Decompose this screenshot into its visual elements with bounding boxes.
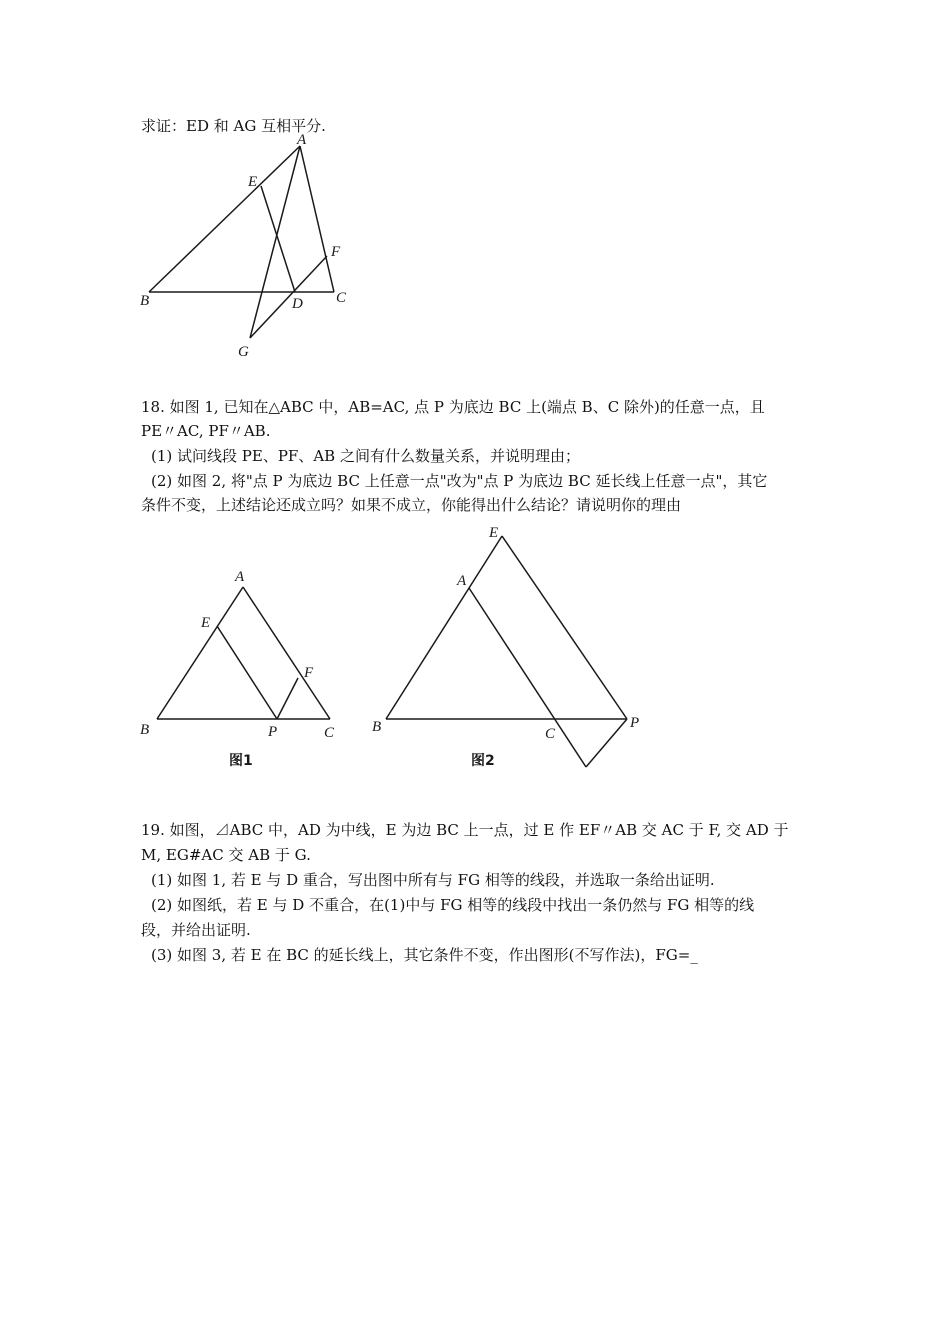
fig1-label-A: A: [235, 569, 245, 585]
fig1-caption: 图1: [229, 753, 253, 769]
q18-line2: PE〃AC, PF〃AB.: [141, 422, 271, 440]
fig2-label-C: C: [545, 726, 556, 742]
label-C: C: [336, 290, 347, 306]
fig2-label-E: E: [489, 525, 499, 541]
label-A: A: [297, 132, 307, 148]
q19-sub3: (3) 如图 3, 若 E 在 BC 的延长线上，其它条件不变，作出图形(不写作法)，FG=_: [151, 946, 698, 964]
fig1-label-E: E: [201, 615, 211, 631]
q18-sub1: (1) 试问线段 PE、PF、AB 之间有什么数量关系，并说明理由；: [151, 447, 580, 465]
q18-sub2a: (2) 如图 2, 将"点 P 为底边 BC 上任意一点"改为"点 P 为底边 BC 延长线上任意一点"，其它: [151, 472, 768, 490]
fig2-caption: 图2: [471, 753, 495, 769]
q18-sub2b: 条件不变，上述结论还成立吗？如果不成立，你能得出什么结论？请说明你的理由: [141, 496, 682, 514]
q19-sub2b: 段，并给出证明.: [141, 921, 251, 939]
label-G: G: [238, 344, 249, 360]
q19-sub1: (1) 如图 1, 若 E 与 D 重合，写出图中所有与 FG 相等的线段，并选取一条给出证明.: [151, 871, 715, 889]
label-B: B: [140, 293, 150, 309]
fig1-label-B: B: [140, 722, 150, 738]
fig1-label-F: F: [304, 665, 314, 681]
label-F: F: [331, 244, 341, 260]
q19-line2: M, EG#AC 交 AB 于 G.: [141, 846, 311, 864]
q19-sub2a: (2) 如图纸，若 E 与 D 不重合，在(1)中与 FG 相等的线段中找出一条仍然与 FG 相等的线: [151, 896, 755, 914]
label-E: E: [248, 174, 258, 190]
q19-line1: 19. 如图，⊿ABC 中，AD 为中线，E 为边 BC 上一点，过 E 作 EF〃AB 交 AC 于 F, 交 AD 于: [141, 821, 789, 839]
fig2-label-B: B: [372, 719, 382, 735]
fig1-label-C: C: [324, 725, 335, 741]
q17-conclusion: 求证：ED 和 AG 互相平分.: [141, 117, 326, 135]
fig2-label-P: P: [630, 715, 640, 731]
fig1-label-P: P: [268, 724, 278, 740]
label-D: D: [292, 296, 303, 312]
q18-line1: 18. 如图 1, 已知在△ABC 中，AB=AC, 点 P 为底边 BC 上(端点 B、C 除外)的任意一点，且: [141, 398, 765, 416]
fig2-label-A: A: [457, 573, 467, 589]
